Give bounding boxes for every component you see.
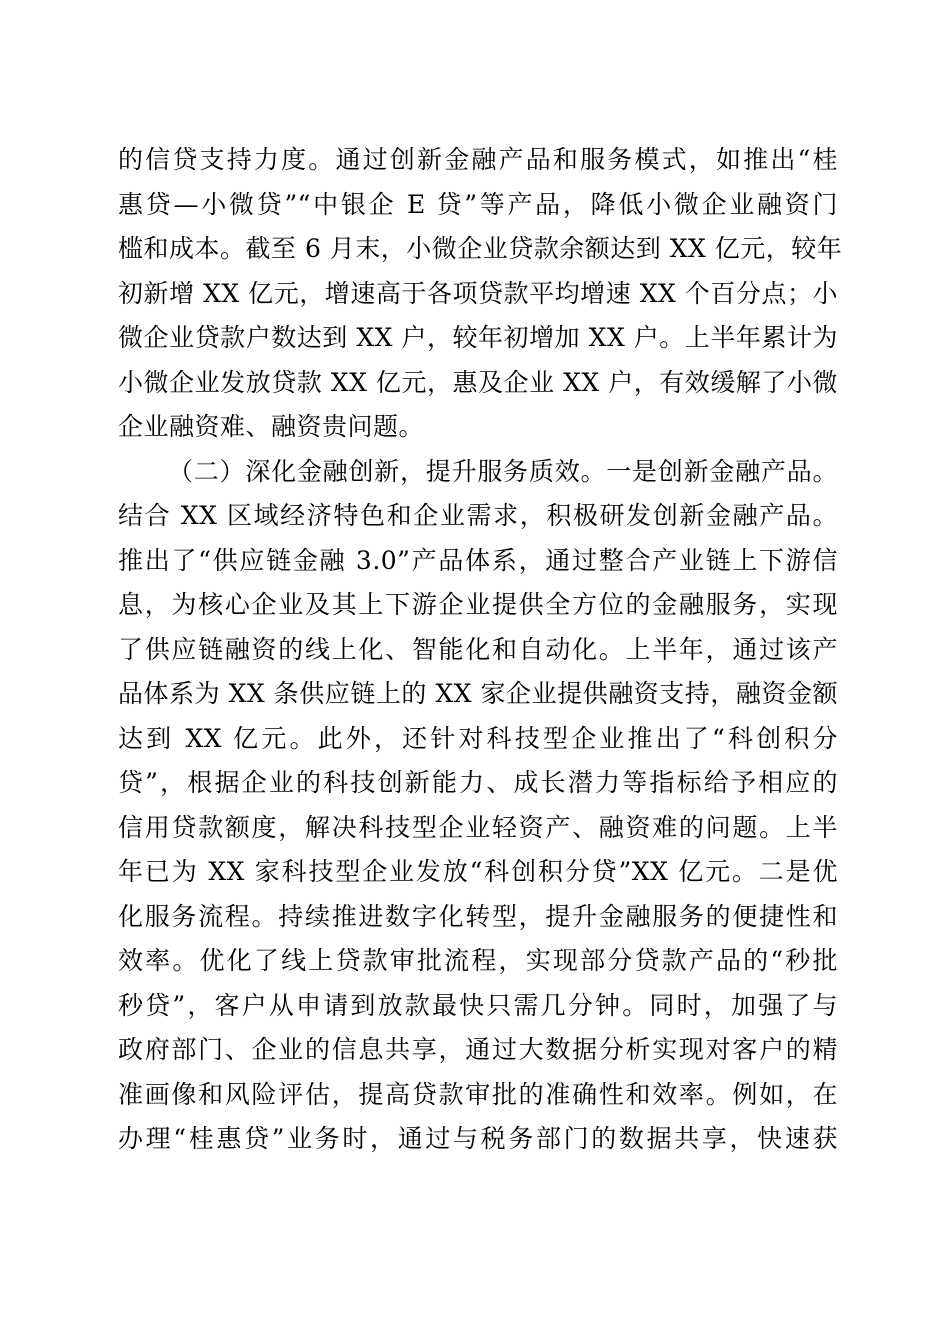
text-line: 槛和成本。截至 6 月末，小微企业贷款余额达到 XX 亿元，较年 bbox=[118, 234, 843, 263]
text-line: 结合 XX 区域经济特色和企业需求，积极研发创新金融产品。 bbox=[118, 501, 838, 530]
text-line: 微企业贷款户数达到 XX 户，较年初增加 XX 户。上半年累计为 bbox=[118, 323, 838, 352]
text-line: 化服务流程。持续推进数字化转型，提升金融服务的便捷性和 bbox=[118, 901, 838, 931]
text-line: 信用贷款额度，解决科技型企业轻资产、融资难的问题。上半 bbox=[118, 812, 838, 842]
section-heading-line: （二）深化金融创新，提升服务质效。一是创新金融产品。 bbox=[168, 456, 838, 486]
document-body bbox=[118, 138, 843, 1162]
text-line: 达到 XX 亿元。此外，还针对科技型企业推出了“科创积分 bbox=[118, 723, 838, 753]
text-line: 年已为 XX 家科技型企业发放“科创积分贷”XX 亿元。二是优 bbox=[118, 857, 838, 886]
text-line: 效率。优化了线上贷款审批流程，实现部分贷款产品的“秒批 bbox=[118, 946, 838, 975]
text-line: 小微企业发放贷款 XX 亿元，惠及企业 XX 户，有效缓解了小微 bbox=[118, 367, 838, 397]
text-line: 政府部门、企业的信息共享，通过大数据分析实现对客户的精 bbox=[118, 1035, 838, 1064]
text-line: 的信贷支持力度。通过创新金融产品和服务模式，如推出“桂 bbox=[118, 145, 838, 174]
paragraph-small-business-loans bbox=[118, 138, 843, 450]
text-line: 了供应链融资的线上化、智能化和自动化。上半年，通过该产 bbox=[118, 634, 838, 664]
text-line: 推出了“供应链金融 3.0”产品体系，通过整合产业链上下游信 bbox=[118, 545, 838, 575]
text-line: 秒贷”，客户从申请到放款最快只需几分钟。同时，加强了与 bbox=[118, 990, 838, 1020]
text-line: 贷”，根据企业的科技创新能力、成长潜力等指标给予相应的 bbox=[118, 768, 838, 797]
text-line: 准画像和风险评估，提高贷款审批的准确性和效率。例如，在 bbox=[118, 1079, 838, 1109]
text-line: 初新增 XX 亿元，增速高于各项贷款平均增速 XX 个百分点；小 bbox=[118, 278, 838, 308]
paragraph-financial-innovation bbox=[118, 450, 838, 1162]
text-line: 品体系为 XX 条供应链上的 XX 家企业提供融资支持，融资金额 bbox=[118, 679, 838, 708]
text-line: 息，为核心企业及其上下游企业提供全方位的金融服务，实现 bbox=[118, 590, 838, 619]
text-line: 企业融资难、融资贵问题。 bbox=[118, 412, 425, 441]
text-line: 惠贷—小微贷”“中银企 E 贷”等产品，降低小微企业融资门 bbox=[118, 189, 838, 219]
text-line: 办理“桂惠贷”业务时，通过与税务部门的数据共享，快速获 bbox=[118, 1124, 838, 1153]
